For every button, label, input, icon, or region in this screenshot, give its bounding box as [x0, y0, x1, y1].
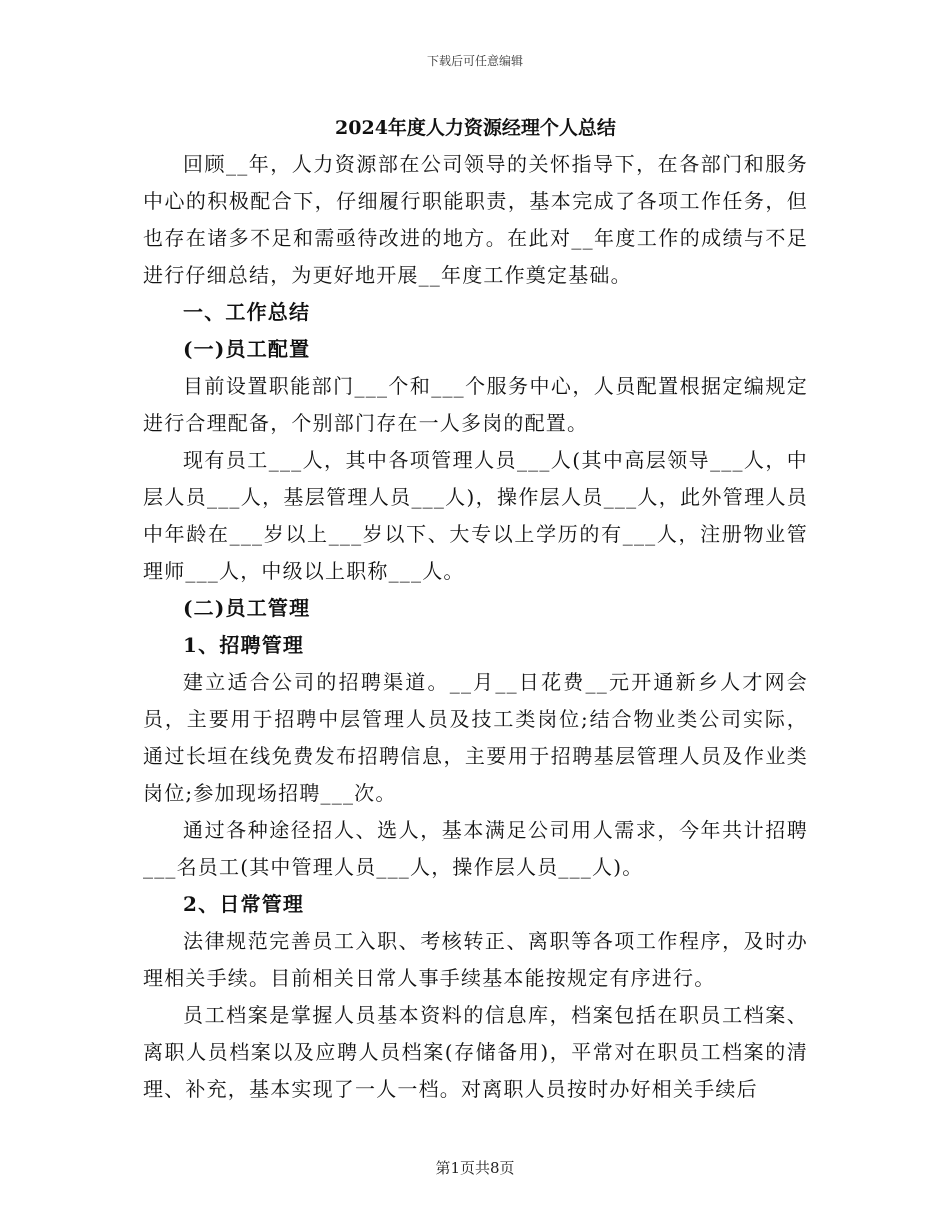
document-title: 2024年度人力资源经理个人总结: [335, 117, 616, 139]
document-blocks: [143, 146, 808, 1108]
section-heading: (一)员工配置: [183, 337, 311, 361]
paragraph: 员工档案是掌握人员基本资料的信息库，档案包括在职员工档案、离职人员档案以及应聘人员档案(存储备用)，平常对在职员工档案的清理、补充，基本实现了一人一档。对离职人员按时办好相关手续后: [143, 1003, 808, 1101]
section-heading: 一、工作总结: [183, 300, 311, 324]
page-footer: 第1页共8页: [435, 1159, 515, 1177]
section-heading: 2、日常管理: [183, 892, 305, 916]
paragraph: 目前设置职能部门___个和___个服务中心，人员配置根据定编规定进行合理配备，个别部门存在一人多岗的配置。: [143, 374, 808, 435]
paragraph: 建立适合公司的招聘渠道。__月__日花费__元开通新乡人才网会员，主要用于招聘中层管理人员及技工类岗位;结合物业类公司实际，通过长垣在线免费发布招聘信息，主要用于招聘基层管理人员及作业类岗位;参加现场招聘___次。: [143, 670, 808, 805]
section-heading: (二)员工管理: [183, 596, 311, 620]
page-header: 下载后可任意编辑: [426, 54, 523, 68]
paragraph: 法律规范完善员工入职、考核转正、离职等各项工作程序，及时办理相关手续。目前相关日常人事手续基本能按规定有序进行。: [143, 929, 808, 990]
paragraph: 回顾__年，人力资源部在公司领导的关怀指导下，在各部门和服务中心的积极配合下，仔细履行职能职责，基本完成了各项工作任务，但也存在诸多不足和需亟待改进的地方。在此对__年度工作的成绩与不足进行仔细总结，为更好地开展__年度工作奠定基础。: [143, 152, 808, 287]
paragraph: 现有员工___人，其中各项管理人员___人(其中高层领导___人，中层人员___人，基层管理人员___人)，操作层人员___人，此外管理人员中年龄在___岁以上___岁以下、大专以上学历的有___人，注册物业管理师___人，中级以上职称___人。: [143, 448, 808, 583]
document-body: [143, 110, 808, 1108]
paragraph: 通过各种途径招人、选人，基本满足公司用人需求，今年共计招聘___名员工(其中管理人员___人，操作层人员___人)。: [143, 818, 808, 879]
section-heading: 1、招聘管理: [183, 633, 305, 657]
